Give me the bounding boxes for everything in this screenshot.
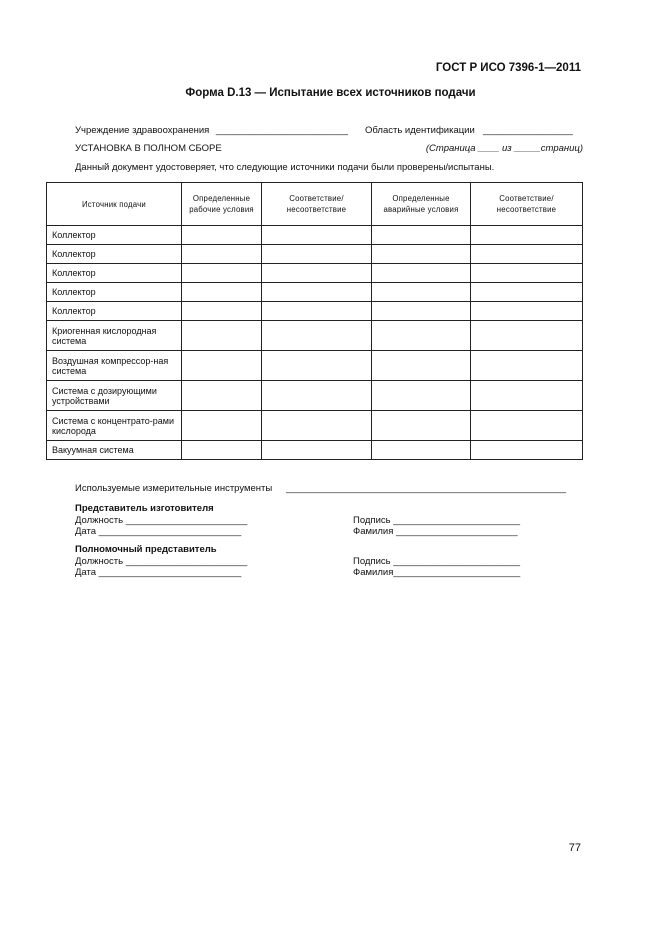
authorized-section-title: Полномочный представитель bbox=[75, 544, 217, 555]
instruments-field: _____________________________________________________ bbox=[286, 483, 567, 494]
table-cell[interactable] bbox=[372, 226, 471, 245]
row-source-label: Коллектор bbox=[47, 226, 182, 245]
table-cell[interactable] bbox=[471, 245, 583, 264]
table-cell[interactable] bbox=[182, 321, 262, 351]
table-cell[interactable] bbox=[182, 226, 262, 245]
certification-statement: Данный документ удостоверяет, что следующие источники подачи были проверены/испытаны. bbox=[75, 162, 495, 173]
table-row bbox=[47, 245, 583, 264]
page-number: 77 bbox=[568, 842, 581, 854]
institution-label: Учреждение здравоохранения bbox=[75, 125, 210, 136]
row-source-label: Криогенная кислородная система bbox=[47, 321, 182, 351]
table-cell[interactable] bbox=[182, 283, 262, 302]
instruments-label: Используемые измерительные инструменты bbox=[75, 483, 273, 494]
table-cell[interactable] bbox=[471, 283, 583, 302]
table-cell[interactable] bbox=[372, 283, 471, 302]
table-cell[interactable] bbox=[471, 321, 583, 351]
manufacturer-section-title: Представитель изготовителя bbox=[75, 503, 214, 514]
row-source-label: Коллектор bbox=[47, 283, 182, 302]
table-cell[interactable] bbox=[471, 264, 583, 283]
table-cell[interactable] bbox=[262, 441, 372, 460]
table-cell[interactable] bbox=[182, 264, 262, 283]
table-cell[interactable] bbox=[372, 441, 471, 460]
header-compliance-2: Соответствие/ несоответствие bbox=[471, 183, 583, 226]
standard-number: ГОСТ Р ИСО 7396-1—2011 bbox=[435, 62, 581, 74]
table-cell[interactable] bbox=[262, 283, 372, 302]
manufacturer-position-field: Должность _______________________ bbox=[75, 515, 248, 526]
table-cell[interactable] bbox=[182, 351, 262, 381]
table-cell[interactable] bbox=[471, 351, 583, 381]
table-cell[interactable] bbox=[471, 411, 583, 441]
table-cell[interactable] bbox=[182, 411, 262, 441]
table-cell[interactable] bbox=[182, 245, 262, 264]
manufacturer-surname-field: Фамилия _______________________ bbox=[353, 526, 518, 537]
institution-field: _________________________ bbox=[216, 125, 349, 136]
table-row bbox=[47, 351, 583, 381]
table-cell[interactable] bbox=[262, 321, 372, 351]
table-cell[interactable] bbox=[262, 351, 372, 381]
table-cell[interactable] bbox=[372, 321, 471, 351]
table-row bbox=[47, 283, 583, 302]
table-cell[interactable] bbox=[471, 381, 583, 411]
table-cell[interactable] bbox=[182, 441, 262, 460]
table-cell[interactable] bbox=[372, 264, 471, 283]
table-row bbox=[47, 441, 583, 460]
form-title: Форма D.13 — Испытание всех источников подачи bbox=[185, 87, 476, 99]
table-row bbox=[47, 302, 583, 321]
authorized-position-field: Должность _______________________ bbox=[75, 556, 248, 567]
table-row bbox=[47, 226, 583, 245]
row-source-label: Коллектор bbox=[47, 264, 182, 283]
header-supply-source: Источник подачи bbox=[47, 183, 182, 226]
table-cell[interactable] bbox=[182, 302, 262, 321]
table-row bbox=[47, 411, 583, 441]
table-cell[interactable] bbox=[262, 264, 372, 283]
row-source-label: Вакуумная система bbox=[47, 441, 182, 460]
authorized-surname-field: Фамилия________________________ bbox=[353, 567, 521, 578]
table-row bbox=[47, 381, 583, 411]
row-source-label: Воздушная компрессор-ная система bbox=[47, 351, 182, 381]
table-cell[interactable] bbox=[471, 302, 583, 321]
table-header-row bbox=[47, 183, 583, 226]
row-source-label: Система с концентрато-рами кислорода bbox=[47, 411, 182, 441]
table-cell[interactable] bbox=[372, 411, 471, 441]
row-source-label: Коллектор bbox=[47, 245, 182, 264]
manufacturer-date-field: Дата ___________________________ bbox=[75, 526, 242, 537]
table-cell[interactable] bbox=[471, 441, 583, 460]
table-cell[interactable] bbox=[372, 302, 471, 321]
table-cell[interactable] bbox=[262, 411, 372, 441]
table-cell[interactable] bbox=[262, 245, 372, 264]
installation-complete-label: УСТАНОВКА В ПОЛНОМ СБОРЕ bbox=[75, 143, 222, 154]
row-source-label: Система с дозирующими устройствами bbox=[47, 381, 182, 411]
table-row bbox=[47, 264, 583, 283]
table-cell[interactable] bbox=[262, 381, 372, 411]
authorized-signature-field: Подпись ________________________ bbox=[353, 556, 521, 567]
table-cell[interactable] bbox=[372, 245, 471, 264]
authorized-date-field: Дата ___________________________ bbox=[75, 567, 242, 578]
table-cell[interactable] bbox=[372, 351, 471, 381]
row-source-label: Коллектор bbox=[47, 302, 182, 321]
page-of-pages: (Страница ____ из _____страниц) bbox=[425, 143, 583, 154]
header-compliance-1: Соответствие/ несоответствие bbox=[262, 183, 372, 226]
identification-area-label: Область идентификации bbox=[365, 125, 475, 136]
table-cell[interactable] bbox=[262, 302, 372, 321]
supply-sources-table bbox=[46, 182, 583, 460]
identification-area-field: _________________ bbox=[483, 125, 573, 136]
table-cell[interactable] bbox=[262, 226, 372, 245]
manufacturer-signature-field: Подпись ________________________ bbox=[353, 515, 521, 526]
table-row bbox=[47, 321, 583, 351]
header-operating-conditions: Определенные рабочие условия bbox=[182, 183, 262, 226]
header-emergency-conditions: Определенные аварийные условия bbox=[372, 183, 471, 226]
table-cell[interactable] bbox=[182, 381, 262, 411]
table-cell[interactable] bbox=[471, 226, 583, 245]
table-cell[interactable] bbox=[372, 381, 471, 411]
